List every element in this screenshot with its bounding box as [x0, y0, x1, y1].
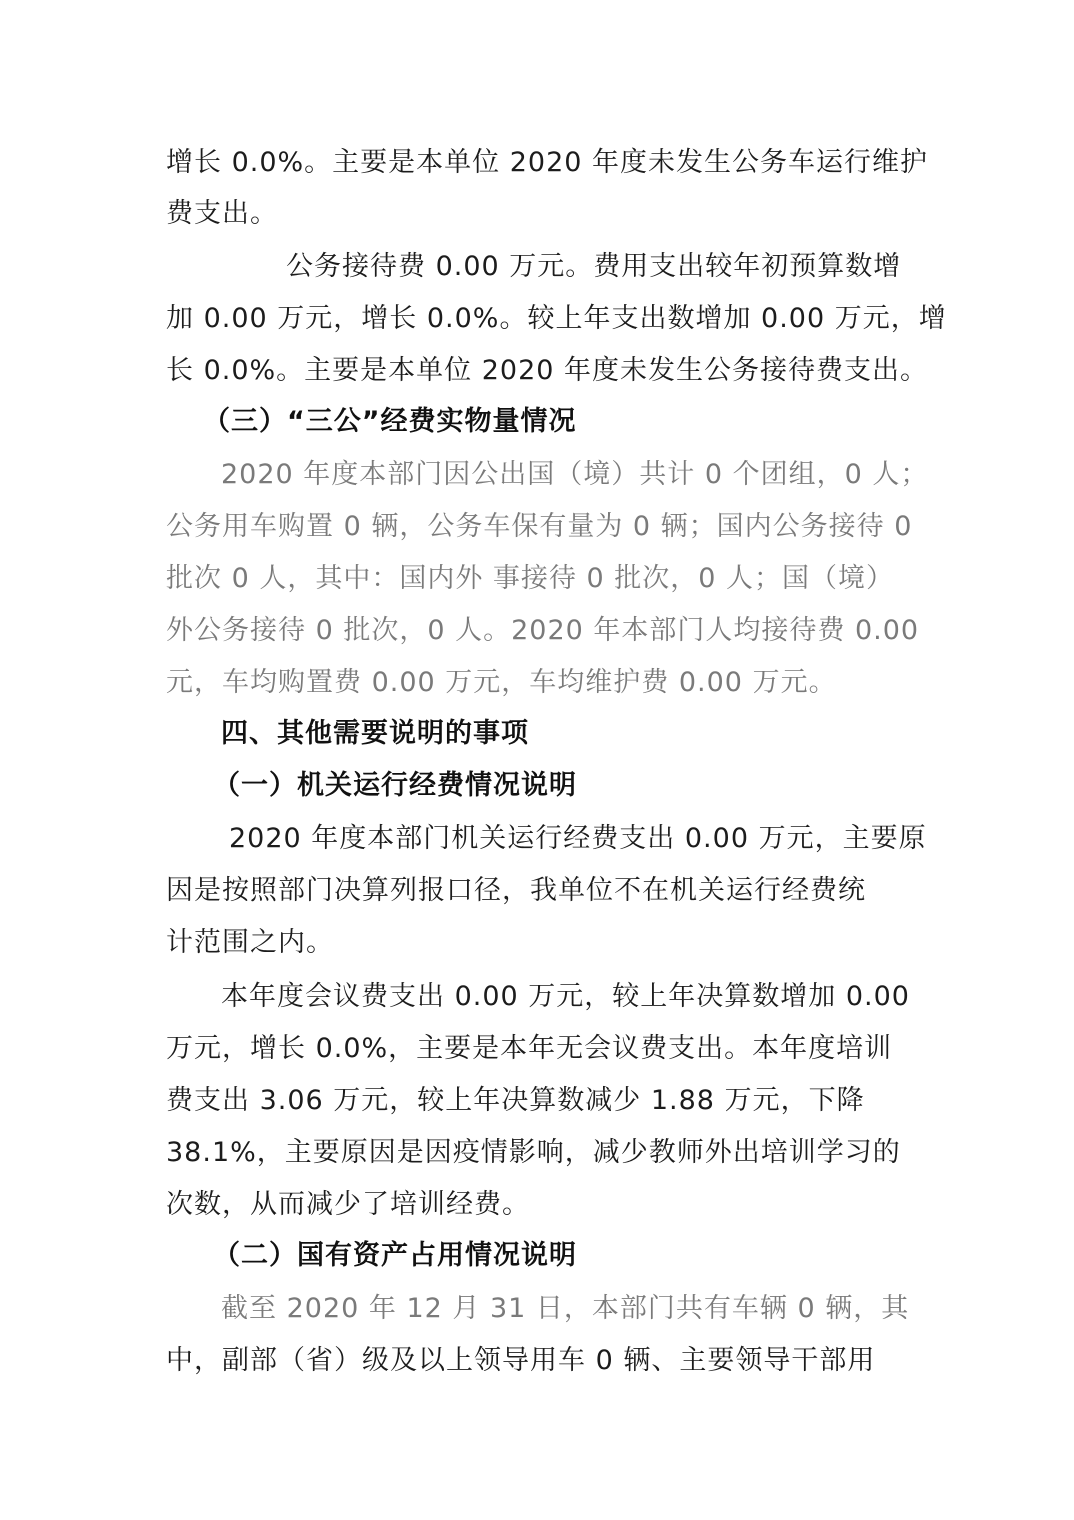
body-text-line: 费支出。 — [166, 198, 278, 229]
body-text-line: 外公务接待 0 批次，0 人。2020 年本部门人均接待费 0.00 — [166, 615, 920, 646]
body-text-line: 万元，增长 0.0%，主要是本年无会议费支出。本年度培训 — [166, 1033, 893, 1064]
body-text-line: 截至 2020 年 12 月 31 日，本部门共有车辆 0 辆，其 — [221, 1293, 910, 1324]
body-text-line: 长 0.0%。主要是本单位 2020 年度未发生公务接待费支出。 — [166, 355, 929, 386]
body-text-line: 次数，从而减少了培训经费。 — [166, 1189, 530, 1220]
body-text-line: 2020 年度本部门机关运行经费支出 0.00 万元，主要原 — [229, 823, 927, 854]
body-text-line: 计范围之内。 — [166, 927, 334, 958]
body-text-line: 因是按照部门决算列报口径，我单位不在机关运行经费统 — [166, 875, 866, 906]
body-text-line: 公务用车购置 0 辆，公务车保有量为 0 辆；国内公务接待 0 — [166, 511, 913, 542]
body-text-line: 公务接待费 0.00 万元。费用支出较年初预算数增 — [286, 251, 902, 282]
body-text-line: 本年度会议费支出 0.00 万元，较上年决算数增加 0.00 — [221, 981, 910, 1012]
body-text-line: 批次 0 人，其中：国内外 事接待 0 批次，0 人；国（境） — [166, 563, 895, 594]
section-heading: （二）国有资产占用情况说明 — [213, 1240, 577, 1271]
body-text-line: 增长 0.0%。主要是本单位 2020 年度未发生公务车运行维护 — [166, 147, 929, 178]
body-text-line: 2020 年度本部门因公出国（境）共计 0 个团组，0 人； — [221, 459, 929, 490]
body-text-line: 中，副部（省）级及以上领导用车 0 辆、主要领导干部用 — [166, 1345, 876, 1376]
body-text-line: 38.1%，主要原因是因疫情影响，减少教师外出培训学习的 — [166, 1137, 901, 1168]
body-text-line: 加 0.00 万元，增长 0.0%。较上年支出数增加 0.00 万元，增 — [166, 303, 947, 334]
section-heading: （一）机关运行经费情况说明 — [213, 770, 577, 801]
body-text-line: 费支出 3.06 万元，较上年决算数减少 1.88 万元，下降 — [166, 1085, 865, 1116]
body-text-line: 元，车均购置费 0.00 万元，车均维护费 0.00 万元。 — [166, 667, 837, 698]
section-heading: （三）“三公”经费实物量情况 — [203, 406, 577, 437]
section-heading: 四、其他需要说明的事项 — [221, 718, 529, 749]
